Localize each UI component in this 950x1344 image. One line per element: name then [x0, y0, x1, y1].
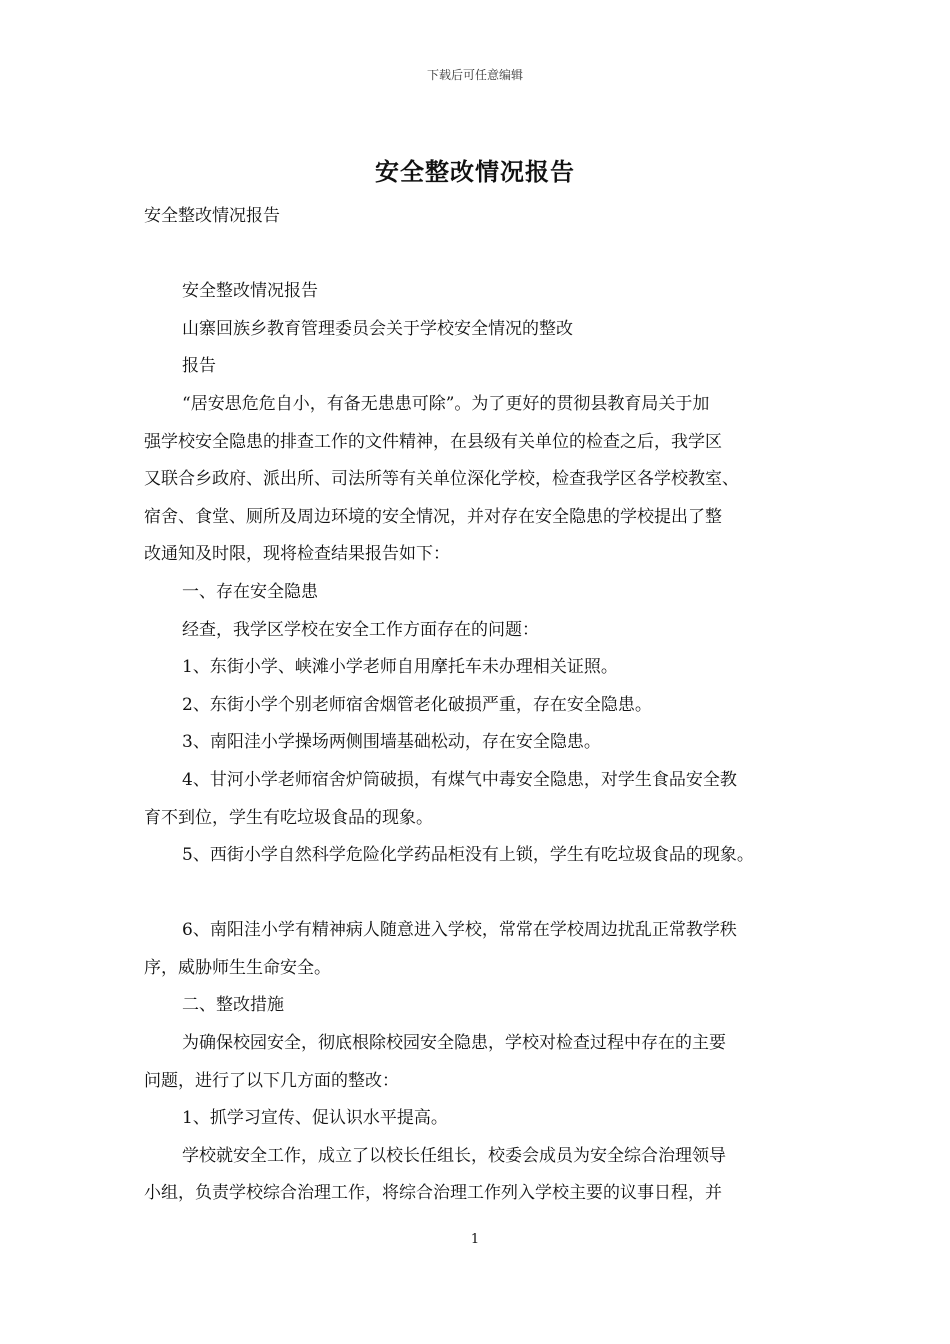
paragraph-line: 一、存在安全隐患	[182, 581, 318, 602]
header-note: 下载后可任意编辑	[426, 68, 523, 82]
paragraph-line: 1、东街小学、峡滩小学老师自用摩托车未办理相关证照。	[182, 657, 618, 678]
page-number: 1	[470, 1232, 480, 1247]
paragraph-line: 安全整改情况报告	[182, 281, 318, 302]
paragraph-line: 2、东街小学个别老师宿舍烟管老化破损严重，存在安全隐患。	[182, 694, 652, 715]
document-title: 安全整改情况报告	[375, 157, 575, 186]
paragraph-line: 二、整改措施	[182, 995, 284, 1016]
paragraph-line: 4、甘河小学老师宿舍炉筒破损，有煤气中毒安全隐患，对学生食品安全教	[182, 769, 737, 790]
paragraph-line: 山寨回族乡教育管理委员会关于学校安全情况的整改	[182, 318, 573, 339]
paragraph-line: 学校就安全工作，成立了以校长任组长，校委会成员为安全综合治理领导	[182, 1145, 726, 1166]
paragraph-line: 报告	[182, 356, 216, 377]
paragraph-line: 又联合乡政府、派出所、司法所等有关单位深化学校，检查我学区各学校教室、	[144, 469, 739, 490]
document-body	[144, 198, 824, 1213]
paragraph-line: 育不到位，学生有吃垃圾食品的现象。	[144, 807, 433, 828]
paragraph-line: 问题，进行了以下几方面的整改：	[144, 1070, 399, 1091]
paragraph-line: 1、抓学习宣传、促认识水平提高。	[182, 1108, 448, 1129]
paragraph-line: 改通知及时限，现将检查结果报告如下：	[144, 544, 450, 565]
paragraph-line: 5、西街小学自然科学危险化学药品柜没有上锁，学生有吃垃圾食品的现象。	[182, 845, 754, 866]
paragraph-line: “居安思危危自小，有备无患患可除”。为了更好的贯彻县教育局关于加	[182, 393, 710, 414]
blank-line	[144, 236, 824, 274]
paragraph-line: 3、南阳洼小学操场两侧围墙基础松动，存在安全隐患。	[182, 732, 601, 753]
paragraph-line: 安全整改情况报告	[144, 206, 280, 226]
paragraph-line: 为确保校园安全，彻底根除校园安全隐患，学校对检查过程中存在的主要	[182, 1033, 726, 1054]
blank-line	[144, 875, 824, 913]
paragraph-line: 宿舍、食堂、厕所及周边环境的安全情况，并对存在安全隐患的学校提出了整	[144, 506, 722, 527]
paragraph-line: 小组，负责学校综合治理工作，将综合治理工作列入学校主要的议事日程，并	[144, 1183, 722, 1204]
paragraph-line: 6、南阳洼小学有精神病人随意进入学校，常常在学校周边扰乱正常教学秩	[182, 920, 737, 941]
paragraph-line: 强学校安全隐患的排查工作的文件精神，在县级有关单位的检查之后，我学区	[144, 431, 722, 452]
paragraph-line: 序，威胁师生生命安全。	[144, 957, 331, 978]
paragraph-line: 经查，我学区学校在安全工作方面存在的问题：	[182, 619, 539, 640]
